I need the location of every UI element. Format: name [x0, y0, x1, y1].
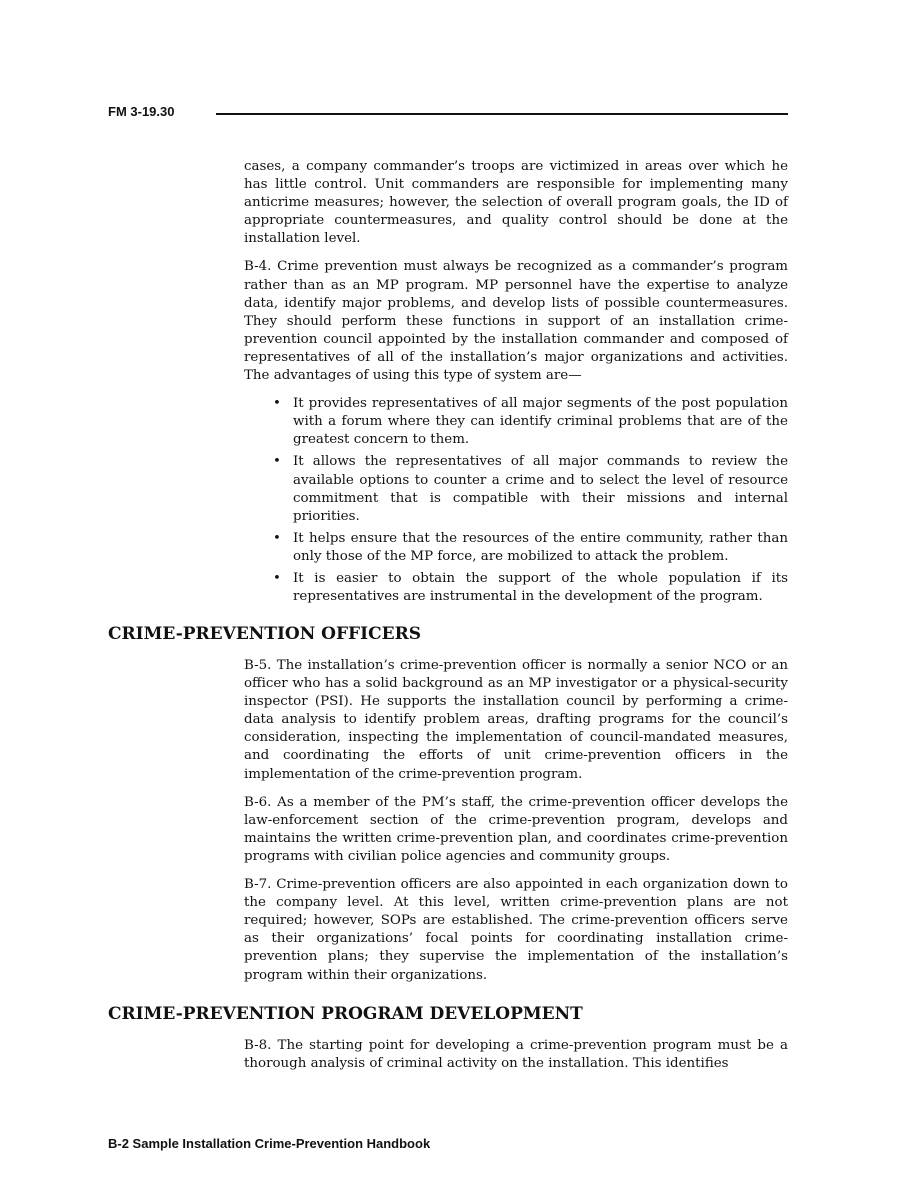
- list-item: • It allows the representatives of all major commands to review the available options to counter a crime and to select the level of resource commitment that is compatible with their missions and internal priorities.: [273, 454, 788, 524]
- paragraph-b4: B-4. Crime prevention must always be recognized as a commander’s program rather than as an MP program. MP personnel have the expertise to analyze data, identify major problems, and develop lists of possible countermeasures. They should perform these functions in support of an installation crime-prevention council appointed by the installation commander and composed of representatives of all of the installation’s major organizations and activities. The advantages of using this type of system are—: [244, 259, 788, 384]
- bullet-icon: •: [273, 530, 281, 546]
- upper-body: [244, 158, 788, 610]
- paragraph-b7: B-7. Crime-prevention officers are also appointed in each organization down to the company level. At this level, written crime-prevention plans are not required; however, SOPs are established. The crime-prevention officers serve as their organizations’ focal points for coordinating installation crime-prevention plans; they supervise the implementation of the installation’s program within their organizations.: [244, 877, 788, 983]
- intro-paragraph: cases, a company commander’s troops are victimized in areas over which he has little control. Unit commanders are responsible for implementing many anticrime measures; however, the selection of overall program goals, the ID of appropriate countermeasures, and quality control should be done at the installation level.: [244, 159, 788, 247]
- section-heading-officers: CRIME-PREVENTION OFFICERS: [108, 624, 421, 644]
- list-item: • It provides representatives of all major segments of the post population with a forum where they can identify criminal problems that are of the greatest concern to them.: [273, 396, 788, 448]
- bullet-icon: •: [273, 396, 281, 412]
- paragraph-b5: B-5. The installation’s crime-prevention officer is normally a senior NCO or an officer who has a solid background as an MP investigator or a physical-security inspector (PSI). He supports the installation council by performing a crime-data analysis to identify problem areas, drafting programs for the council’s consideration, inspecting the implementation of council-mandated measures, and coordinating the efforts of unit crime-prevention officers in the implementation of the crime-prevention program.: [244, 658, 788, 782]
- bullet-icon: •: [273, 454, 281, 470]
- header-rule: [216, 113, 788, 115]
- bullet-icon: •: [273, 570, 281, 586]
- advantages-list: [244, 395, 788, 606]
- list-item: • It is easier to obtain the support of the whole population if its representatives are instrumental in the development of the program.: [273, 570, 788, 605]
- development-body: [244, 1037, 788, 1083]
- list-item: • It helps ensure that the resources of the entire community, rather than only those of the MP force, are mobilized to attack the problem.: [273, 530, 788, 564]
- running-footer: B-2 Sample Installation Crime-Prevention Handbook: [108, 1136, 431, 1151]
- officers-body: [244, 657, 788, 995]
- paragraph-b8: B-8. The starting point for developing a crime-prevention program must be a thorough analysis of criminal activity on the installation. This identifies: [244, 1038, 788, 1072]
- paragraph-b6: B-6. As a member of the PM’s staff, the crime-prevention officer develops the law-enforcement section of the crime-prevention program, develops and maintains the written crime-prevention plan, and coordinates crime-prevention programs with civilian police agencies and community groups.: [244, 794, 788, 864]
- running-header: FM 3-19.30: [108, 104, 175, 119]
- section-heading-program-development: CRIME-PREVENTION PROGRAM DEVELOPMENT: [108, 1004, 583, 1024]
